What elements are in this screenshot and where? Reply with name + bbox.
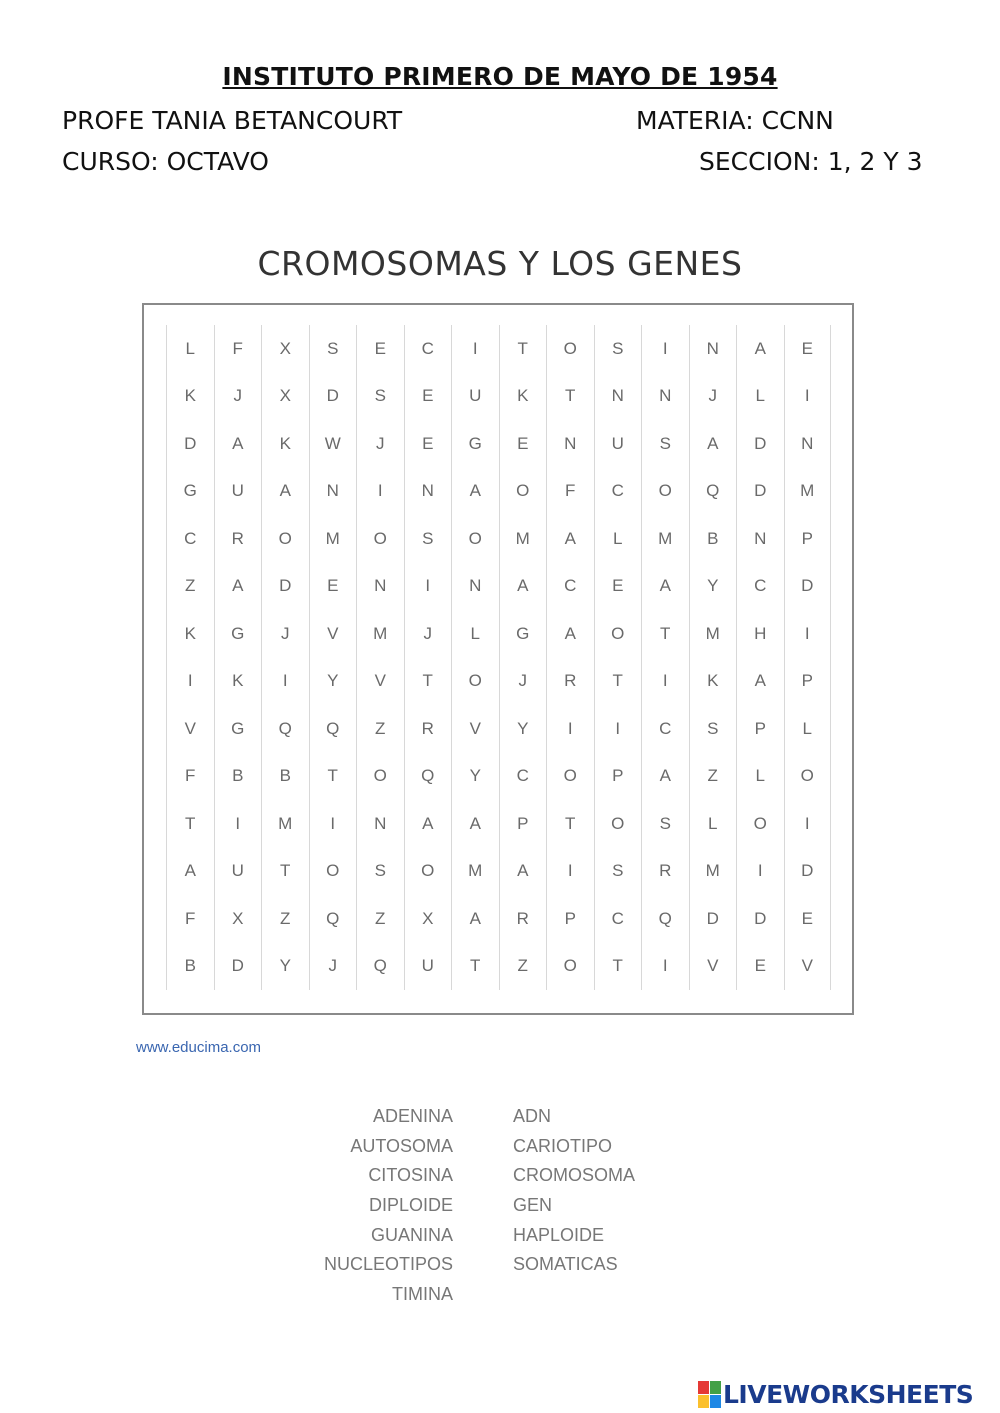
grid-letter[interactable]: I	[641, 943, 689, 991]
word-list-right	[513, 1102, 773, 1280]
grid-letter[interactable]: T	[546, 373, 594, 421]
grid-letter[interactable]: S	[356, 373, 404, 421]
grid-letter[interactable]: I	[214, 800, 262, 848]
grid-letter[interactable]: N	[736, 515, 784, 563]
grid-letter[interactable]: T	[641, 610, 689, 658]
grid-letter[interactable]: P	[546, 895, 594, 943]
grid-letter[interactable]: X	[214, 895, 262, 943]
grid-letter[interactable]: O	[641, 468, 689, 516]
grid-letter[interactable]: U	[214, 468, 262, 516]
grid-letter[interactable]: O	[594, 800, 642, 848]
grid-letter[interactable]: O	[404, 848, 452, 896]
grid-letter[interactable]: Y	[451, 753, 499, 801]
grid-letter[interactable]: A	[451, 468, 499, 516]
grid-letter[interactable]: A	[451, 895, 499, 943]
grid-letter[interactable]: N	[641, 373, 689, 421]
grid-letter[interactable]: Y	[499, 705, 547, 753]
grid-letter[interactable]: D	[736, 420, 784, 468]
grid-letter[interactable]: Z	[166, 563, 214, 611]
word-list-item: TIMINA	[392, 1284, 453, 1305]
grid-letter[interactable]: T	[261, 848, 309, 896]
grid-letter[interactable]: I	[736, 848, 784, 896]
grid-letter[interactable]: F	[166, 753, 214, 801]
grid-letter[interactable]: D	[214, 943, 262, 991]
grid-letter[interactable]: T	[404, 658, 452, 706]
grid-letter[interactable]: N	[309, 468, 357, 516]
grid-letter[interactable]: I	[546, 705, 594, 753]
grid-letter[interactable]: C	[404, 325, 452, 373]
word-list-item: ADN	[513, 1106, 552, 1126]
grid-letter[interactable]: P	[594, 753, 642, 801]
grid-letter[interactable]: J	[689, 373, 737, 421]
grid-letter[interactable]: G	[214, 705, 262, 753]
grid-letter[interactable]: Y	[309, 658, 357, 706]
grid-letter[interactable]: I	[166, 658, 214, 706]
grid-letter[interactable]: M	[309, 515, 357, 563]
grid-letter[interactable]: L	[736, 753, 784, 801]
grid-letter[interactable]: D	[309, 373, 357, 421]
word-list-left	[253, 1102, 453, 1310]
grid-letter[interactable]: L	[736, 373, 784, 421]
grid-letter[interactable]: Q	[261, 705, 309, 753]
grid-letter[interactable]: K	[499, 373, 547, 421]
grid-letter[interactable]: S	[689, 705, 737, 753]
grid-letter[interactable]: K	[261, 420, 309, 468]
grid-letter[interactable]: A	[641, 563, 689, 611]
grid-letter[interactable]: A	[261, 468, 309, 516]
teacher-name: PROFE TANIA BETANCOURT	[62, 106, 403, 135]
grid-letter[interactable]: A	[404, 800, 452, 848]
grid-letter[interactable]: W	[309, 420, 357, 468]
word-list-item: AUTOSOMA	[350, 1135, 453, 1156]
grid-letter[interactable]: V	[689, 943, 737, 991]
word-list-item: CITOSINA	[368, 1165, 453, 1186]
grid-letter[interactable]: R	[499, 895, 547, 943]
school-title: INSTITUTO PRIMERO DE MAYO DE 1954	[222, 62, 778, 91]
grid-letter[interactable]: M	[451, 848, 499, 896]
grid-letter[interactable]: D	[736, 468, 784, 516]
grid-letter[interactable]: Q	[689, 468, 737, 516]
grid-letter[interactable]: R	[641, 848, 689, 896]
grid-letter[interactable]: N	[451, 563, 499, 611]
grid-letter[interactable]: V	[356, 658, 404, 706]
grid-letter[interactable]: J	[499, 658, 547, 706]
grid-letter[interactable]: E	[404, 420, 452, 468]
grid-letter[interactable]: N	[546, 420, 594, 468]
grid-letter[interactable]: O	[356, 753, 404, 801]
grid-letter[interactable]: J	[261, 610, 309, 658]
grid-letter[interactable]: T	[166, 800, 214, 848]
grid-letter[interactable]: E	[784, 895, 832, 943]
grid-letter[interactable]: U	[404, 943, 452, 991]
grid-letter[interactable]: S	[404, 515, 452, 563]
grid-letter[interactable]: Q	[641, 895, 689, 943]
grid-letter[interactable]: E	[356, 325, 404, 373]
grid-letter[interactable]: B	[689, 515, 737, 563]
grid-letter[interactable]: F	[214, 325, 262, 373]
grid-letter[interactable]: N	[689, 325, 737, 373]
grid-letter[interactable]: E	[309, 563, 357, 611]
grid-letter[interactable]: O	[356, 515, 404, 563]
grid-letter[interactable]: O	[594, 610, 642, 658]
grid-letter[interactable]: C	[736, 563, 784, 611]
grid-letter[interactable]: I	[404, 563, 452, 611]
grid-letter[interactable]: I	[784, 610, 832, 658]
grid-letter[interactable]: I	[641, 325, 689, 373]
grid-letter[interactable]: Y	[689, 563, 737, 611]
grid-letter[interactable]: E	[594, 563, 642, 611]
word-list-item: DIPLOIDE	[368, 1195, 453, 1216]
grid-letter[interactable]: M	[499, 515, 547, 563]
grid-letter[interactable]: F	[546, 468, 594, 516]
grid-letter[interactable]: J	[214, 373, 262, 421]
grid-letter[interactable]: F	[166, 895, 214, 943]
grid-letter[interactable]: V	[784, 943, 832, 991]
source-credit: www.educima.com	[136, 1039, 262, 1056]
grid-letter[interactable]: N	[404, 468, 452, 516]
grid-letter[interactable]: C	[166, 515, 214, 563]
grid-letter[interactable]: S	[356, 848, 404, 896]
grid-letter[interactable]: M	[689, 610, 737, 658]
grid-letter[interactable]: A	[546, 610, 594, 658]
grid-letter[interactable]: Z	[499, 943, 547, 991]
grid-letter[interactable]: Q	[356, 943, 404, 991]
grid-letter[interactable]: X	[261, 325, 309, 373]
grid-letter[interactable]: S	[309, 325, 357, 373]
grid-letter[interactable]: D	[261, 563, 309, 611]
grid-letter[interactable]: D	[166, 420, 214, 468]
grid-letter[interactable]: C	[641, 705, 689, 753]
grid-letter[interactable]: A	[736, 658, 784, 706]
grid-letter[interactable]: V	[166, 705, 214, 753]
grid-letter[interactable]: T	[499, 325, 547, 373]
grid-letter[interactable]: J	[356, 420, 404, 468]
grid-letter[interactable]: Q	[309, 895, 357, 943]
logo-square	[698, 1381, 709, 1394]
grid-letter[interactable]: T	[309, 753, 357, 801]
grid-letter[interactable]: A	[736, 325, 784, 373]
grid-letter[interactable]: O	[499, 468, 547, 516]
grid-letter[interactable]: I	[641, 658, 689, 706]
subject-label: MATERIA: CCNN	[636, 106, 834, 135]
grid-letter[interactable]: O	[546, 753, 594, 801]
grid-letter[interactable]: A	[214, 420, 262, 468]
grid-letter[interactable]: V	[309, 610, 357, 658]
grid-letter[interactable]: M	[641, 515, 689, 563]
grid-letter[interactable]: Y	[261, 943, 309, 991]
grid-letter[interactable]: C	[499, 753, 547, 801]
grid-letter[interactable]: L	[594, 515, 642, 563]
grid-letter[interactable]: S	[641, 800, 689, 848]
grid-letter[interactable]: K	[166, 610, 214, 658]
grid-letter[interactable]: B	[214, 753, 262, 801]
grid-letter[interactable]: D	[784, 848, 832, 896]
grid-letter[interactable]: L	[784, 705, 832, 753]
grid-letter[interactable]: N	[356, 563, 404, 611]
grid-letter[interactable]: R	[214, 515, 262, 563]
grid-letter[interactable]: O	[451, 515, 499, 563]
grid-letter[interactable]: E	[499, 420, 547, 468]
grid-letter[interactable]: C	[546, 563, 594, 611]
grid-letter[interactable]: R	[546, 658, 594, 706]
word-list-item: GEN	[513, 1195, 553, 1216]
word-list-item: SOMATICAS	[513, 1254, 618, 1275]
brand-text: LIVEWORKSHEETS	[723, 1379, 974, 1409]
grid-letter[interactable]: B	[261, 753, 309, 801]
grid-letter[interactable]: S	[594, 325, 642, 373]
word-list-item: NUCLEOTIPOS	[323, 1254, 453, 1275]
grid-letter[interactable]: O	[261, 515, 309, 563]
grid-letter[interactable]: I	[784, 373, 832, 421]
grid-letter[interactable]: A	[689, 420, 737, 468]
grid-letter[interactable]: I	[784, 800, 832, 848]
word-list-item: CARIOTIPO	[513, 1135, 613, 1156]
grid-letter[interactable]: D	[784, 563, 832, 611]
grid-letter[interactable]: S	[641, 420, 689, 468]
grid-letter[interactable]: Q	[404, 753, 452, 801]
grid-letter[interactable]: U	[214, 848, 262, 896]
grid-letter[interactable]: O	[546, 943, 594, 991]
grid-letter[interactable]: R	[404, 705, 452, 753]
word-search-grid	[166, 325, 831, 990]
grid-letter[interactable]: A	[546, 515, 594, 563]
word-list-item: ADENINA	[372, 1106, 453, 1126]
word-list-item: CROMOSOMA	[513, 1165, 636, 1186]
grid-letter[interactable]: O	[736, 800, 784, 848]
grid-letter[interactable]: O	[784, 753, 832, 801]
grid-letter[interactable]: T	[594, 943, 642, 991]
logo-square	[710, 1395, 721, 1408]
grid-letter[interactable]: A	[499, 563, 547, 611]
grid-letter[interactable]: E	[404, 373, 452, 421]
grid-letter[interactable]: H	[736, 610, 784, 658]
grid-letter[interactable]: E	[736, 943, 784, 991]
grid-letter[interactable]: L	[689, 800, 737, 848]
grid-letter[interactable]: J	[309, 943, 357, 991]
grid-letter[interactable]: N	[784, 420, 832, 468]
grid-letter[interactable]: A	[641, 753, 689, 801]
grid-letter[interactable]: J	[404, 610, 452, 658]
grid-letter[interactable]: M	[784, 468, 832, 516]
grid-letter[interactable]: I	[594, 705, 642, 753]
grid-letter[interactable]: A	[214, 563, 262, 611]
puzzle-title: CROMOSOMAS Y LOS GENES	[257, 244, 743, 283]
grid-letter[interactable]: M	[356, 610, 404, 658]
grid-letter[interactable]: A	[451, 800, 499, 848]
grid-letter[interactable]: I	[546, 848, 594, 896]
grid-letter[interactable]: G	[451, 420, 499, 468]
grid-letter[interactable]: B	[166, 943, 214, 991]
grid-letter[interactable]: L	[166, 325, 214, 373]
grid-letter[interactable]: X	[404, 895, 452, 943]
grid-letter[interactable]: S	[594, 848, 642, 896]
grid-letter[interactable]: I	[451, 325, 499, 373]
grid-letter[interactable]: V	[451, 705, 499, 753]
grid-letter[interactable]: P	[784, 658, 832, 706]
grid-letter[interactable]: Z	[689, 753, 737, 801]
grid-letter[interactable]: I	[309, 800, 357, 848]
section-label: SECCION: 1, 2 Y 3	[699, 147, 923, 176]
grid-letter[interactable]: Z	[261, 895, 309, 943]
grid-letter[interactable]: P	[736, 705, 784, 753]
grid-letter[interactable]: P	[784, 515, 832, 563]
grid-letter[interactable]: K	[214, 658, 262, 706]
course-label: CURSO: OCTAVO	[62, 147, 269, 176]
grid-letter[interactable]: O	[309, 848, 357, 896]
grid-letter[interactable]: G	[214, 610, 262, 658]
grid-letter[interactable]: K	[166, 373, 214, 421]
liveworksheets-logo-icon	[698, 1381, 720, 1407]
grid-letter[interactable]: A	[499, 848, 547, 896]
grid-letter[interactable]: T	[594, 658, 642, 706]
grid-letter[interactable]: K	[689, 658, 737, 706]
grid-letter[interactable]: M	[261, 800, 309, 848]
liveworksheets-brand	[698, 1378, 973, 1410]
grid-letter[interactable]: I	[356, 468, 404, 516]
grid-letter[interactable]: N	[356, 800, 404, 848]
grid-letter[interactable]: A	[166, 848, 214, 896]
grid-letter[interactable]: I	[261, 658, 309, 706]
grid-letter[interactable]: X	[261, 373, 309, 421]
grid-letter[interactable]: O	[451, 658, 499, 706]
grid-letter[interactable]: P	[499, 800, 547, 848]
logo-square	[698, 1395, 709, 1408]
grid-letter[interactable]: G	[166, 468, 214, 516]
grid-letter[interactable]: L	[451, 610, 499, 658]
grid-letter[interactable]: O	[546, 325, 594, 373]
word-list-item: HAPLOIDE	[513, 1224, 605, 1245]
grid-letter[interactable]: U	[594, 420, 642, 468]
logo-square	[710, 1381, 721, 1394]
grid-letter[interactable]: T	[546, 800, 594, 848]
grid-letter[interactable]: G	[499, 610, 547, 658]
grid-letter[interactable]: D	[689, 895, 737, 943]
grid-letter[interactable]: T	[451, 943, 499, 991]
grid-letter[interactable]: N	[594, 373, 642, 421]
grid-letter[interactable]: M	[689, 848, 737, 896]
grid-letter[interactable]: U	[451, 373, 499, 421]
grid-letter[interactable]: D	[736, 895, 784, 943]
word-list-item: GUANINA	[370, 1224, 453, 1245]
grid-letter[interactable]: C	[594, 895, 642, 943]
grid-letter[interactable]: C	[594, 468, 642, 516]
grid-letter[interactable]: E	[784, 325, 832, 373]
grid-letter[interactable]: Q	[309, 705, 357, 753]
grid-letter[interactable]: Z	[356, 895, 404, 943]
grid-letter[interactable]: Z	[356, 705, 404, 753]
